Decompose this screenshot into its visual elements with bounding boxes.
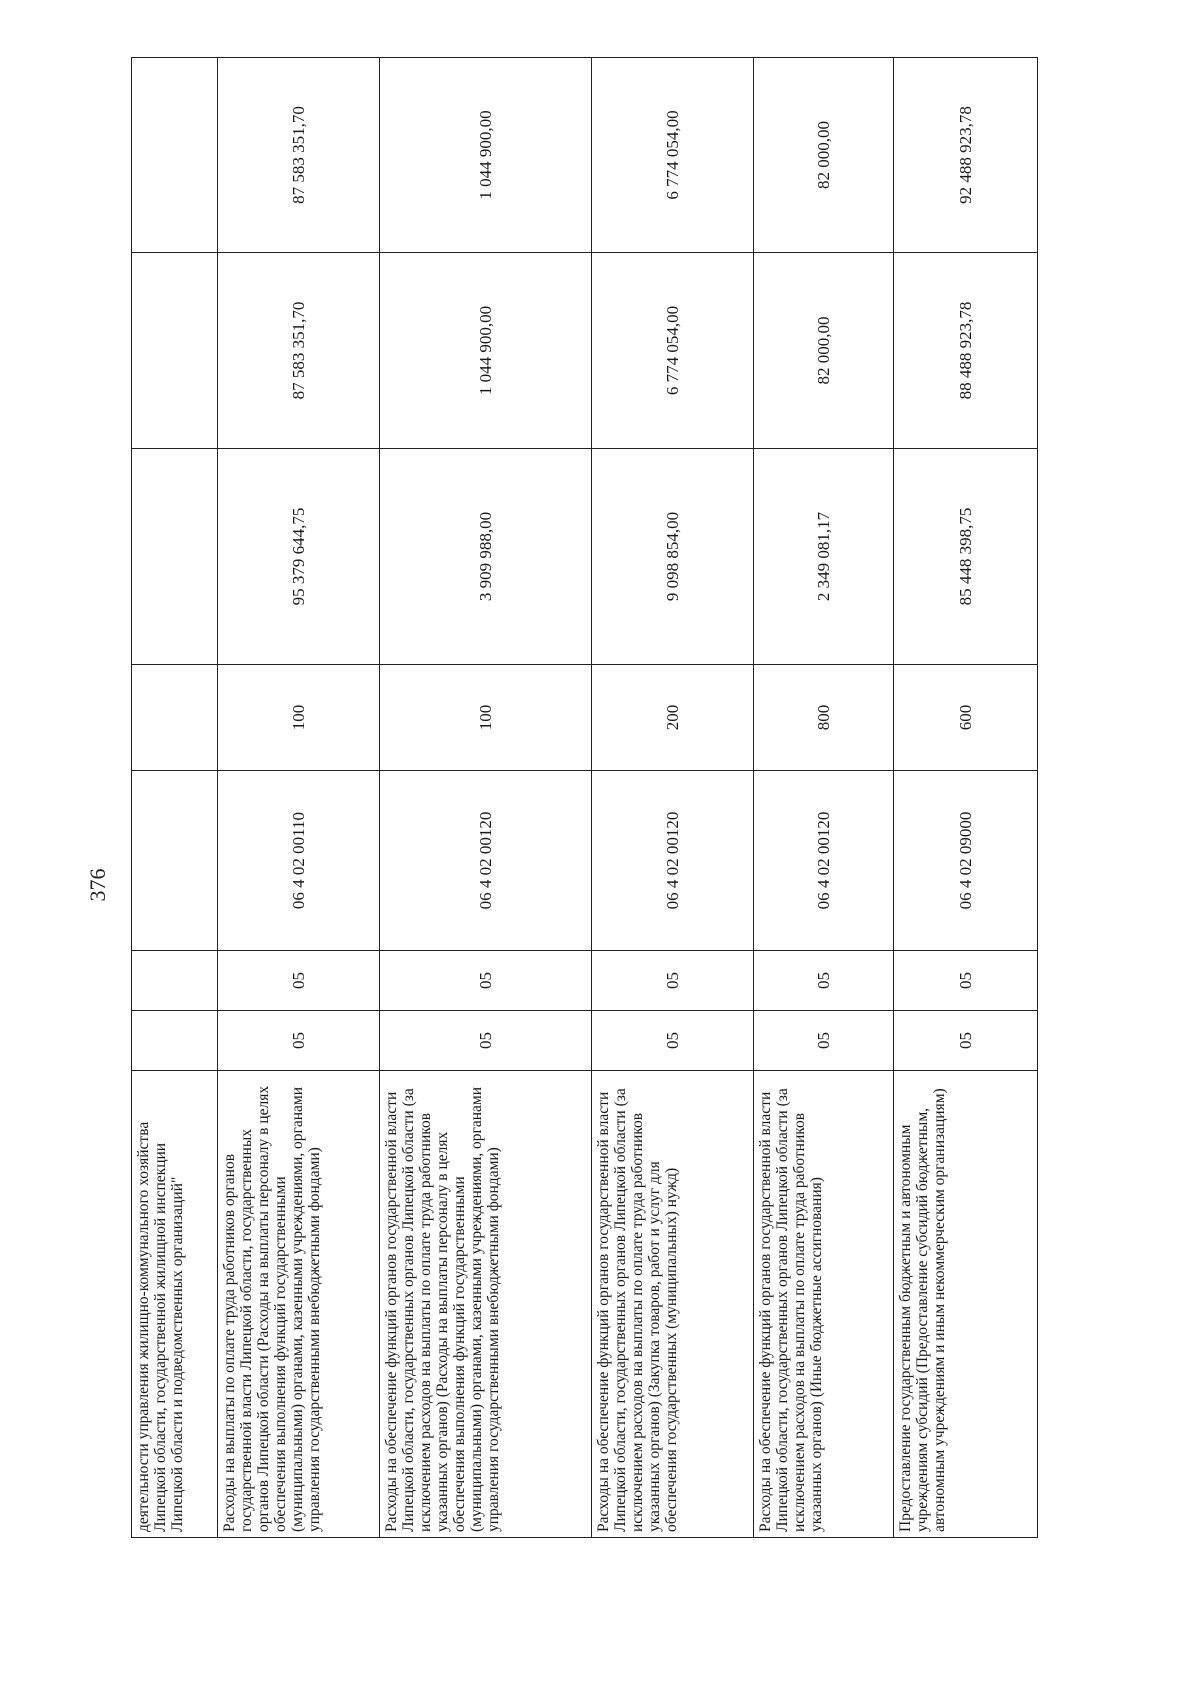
row-name-cell: Расходы на выплаты по оплате труда работников органов государственной власти Липецкой области, государственных органов Липецкой области (Расходы на выплаты персоналу в целях обеспечения выполнения функций государственными (муниципальными) органами, казенными учреждениями, органами управления государственными внебюджетными фондами) (218, 1071, 380, 1538)
target-article-cell (132, 771, 218, 951)
rotated-table-wrapper (131, 58, 1075, 1538)
amount-year2-cell: 88 488 923,78 (894, 253, 1038, 449)
amount-year3-cell: 82 000,00 (754, 58, 894, 253)
amount-year2-cell: 1 044 900,00 (380, 253, 592, 449)
expense-type-cell (132, 665, 218, 771)
subsection-cell: 05 (218, 951, 380, 1011)
amount-year3-cell: 92 488 923,78 (894, 58, 1038, 253)
target-article-cell: 06 4 02 09000 (894, 771, 1038, 951)
row-name-cell: деятельности управления жилищно-коммунального хозяйства Липецкой области, государственной жилищной инспекции Липецкой области и подведомственных организаций" (132, 1071, 218, 1538)
subsection-cell: 05 (592, 951, 754, 1011)
section-cell: 05 (754, 1011, 894, 1071)
row-name-cell: Расходы на обеспечение функций органов государственной власти Липецкой области, государственных органов Липецкой области (за исключением расходов на выплаты по оплате труда работников указанных органов) (Закупка товаров, работ и услуг для обеспечения государственных (муниципальных) нужд) (592, 1071, 754, 1538)
amount-year3-cell (132, 58, 218, 253)
amount-year3-cell: 6 774 054,00 (592, 58, 754, 253)
expense-type-cell: 100 (218, 665, 380, 771)
expense-type-cell: 200 (592, 665, 754, 771)
target-article-cell: 06 4 02 00120 (380, 771, 592, 951)
table-row (132, 58, 218, 1538)
section-cell: 05 (380, 1011, 592, 1071)
row-name-cell: Предоставление государственным бюджетным и автономным учреждениям субсидий (Предоставление субсидий бюджетным, автономным учреждениям и иным некоммерческим организациям) (894, 1071, 1038, 1538)
subsection-cell (132, 951, 218, 1011)
expense-type-cell: 100 (380, 665, 592, 771)
table-body (132, 58, 1038, 1538)
table-row (592, 58, 754, 1538)
amount-year2-cell: 87 583 351,70 (218, 253, 380, 449)
amount-year3-cell: 87 583 351,70 (218, 58, 380, 253)
budget-table (131, 57, 1038, 1538)
page-number: 376 (85, 868, 110, 902)
subsection-cell: 05 (894, 951, 1038, 1011)
subsection-cell: 05 (380, 951, 592, 1011)
table-row (754, 58, 894, 1538)
target-article-cell: 06 4 02 00120 (592, 771, 754, 951)
section-cell: 05 (894, 1011, 1038, 1071)
amount-year1-cell: 95 379 644,75 (218, 449, 380, 665)
amount-year2-cell (132, 253, 218, 449)
table-row (894, 58, 1038, 1538)
amount-year2-cell: 82 000,00 (754, 253, 894, 449)
subsection-cell: 05 (754, 951, 894, 1011)
section-cell: 05 (592, 1011, 754, 1071)
amount-year1-cell: 9 098 854,00 (592, 449, 754, 665)
table-row (218, 58, 380, 1538)
row-name-cell: Расходы на обеспечение функций органов государственной власти Липецкой области, государственных органов Липецкой области (за исключением расходов на выплаты по оплате труда работников указанных органов) (Иные бюджетные ассигнования) (754, 1071, 894, 1538)
amount-year2-cell: 6 774 054,00 (592, 253, 754, 449)
amount-year1-cell: 2 349 081,17 (754, 449, 894, 665)
amount-year1-cell: 85 448 398,75 (894, 449, 1038, 665)
section-cell: 05 (218, 1011, 380, 1071)
amount-year3-cell: 1 044 900,00 (380, 58, 592, 253)
table-row (380, 58, 592, 1538)
amount-year1-cell (132, 449, 218, 665)
expense-type-cell: 800 (754, 665, 894, 771)
target-article-cell: 06 4 02 00110 (218, 771, 380, 951)
expense-type-cell: 600 (894, 665, 1038, 771)
target-article-cell: 06 4 02 00120 (754, 771, 894, 951)
section-cell (132, 1011, 218, 1071)
amount-year1-cell: 3 909 988,00 (380, 449, 592, 665)
row-name-cell: Расходы на обеспечение функций органов государственной власти Липецкой области, государственных органов Липецкой области (за исключением расходов на выплаты по оплате труда работников указанных органов) (Расходы на выплаты персоналу в целях обеспечения выполнения функций государственными (муниципальными) органами, казенными учреждениями, органами управления государственными внебюджетными фондами) (380, 1071, 592, 1538)
